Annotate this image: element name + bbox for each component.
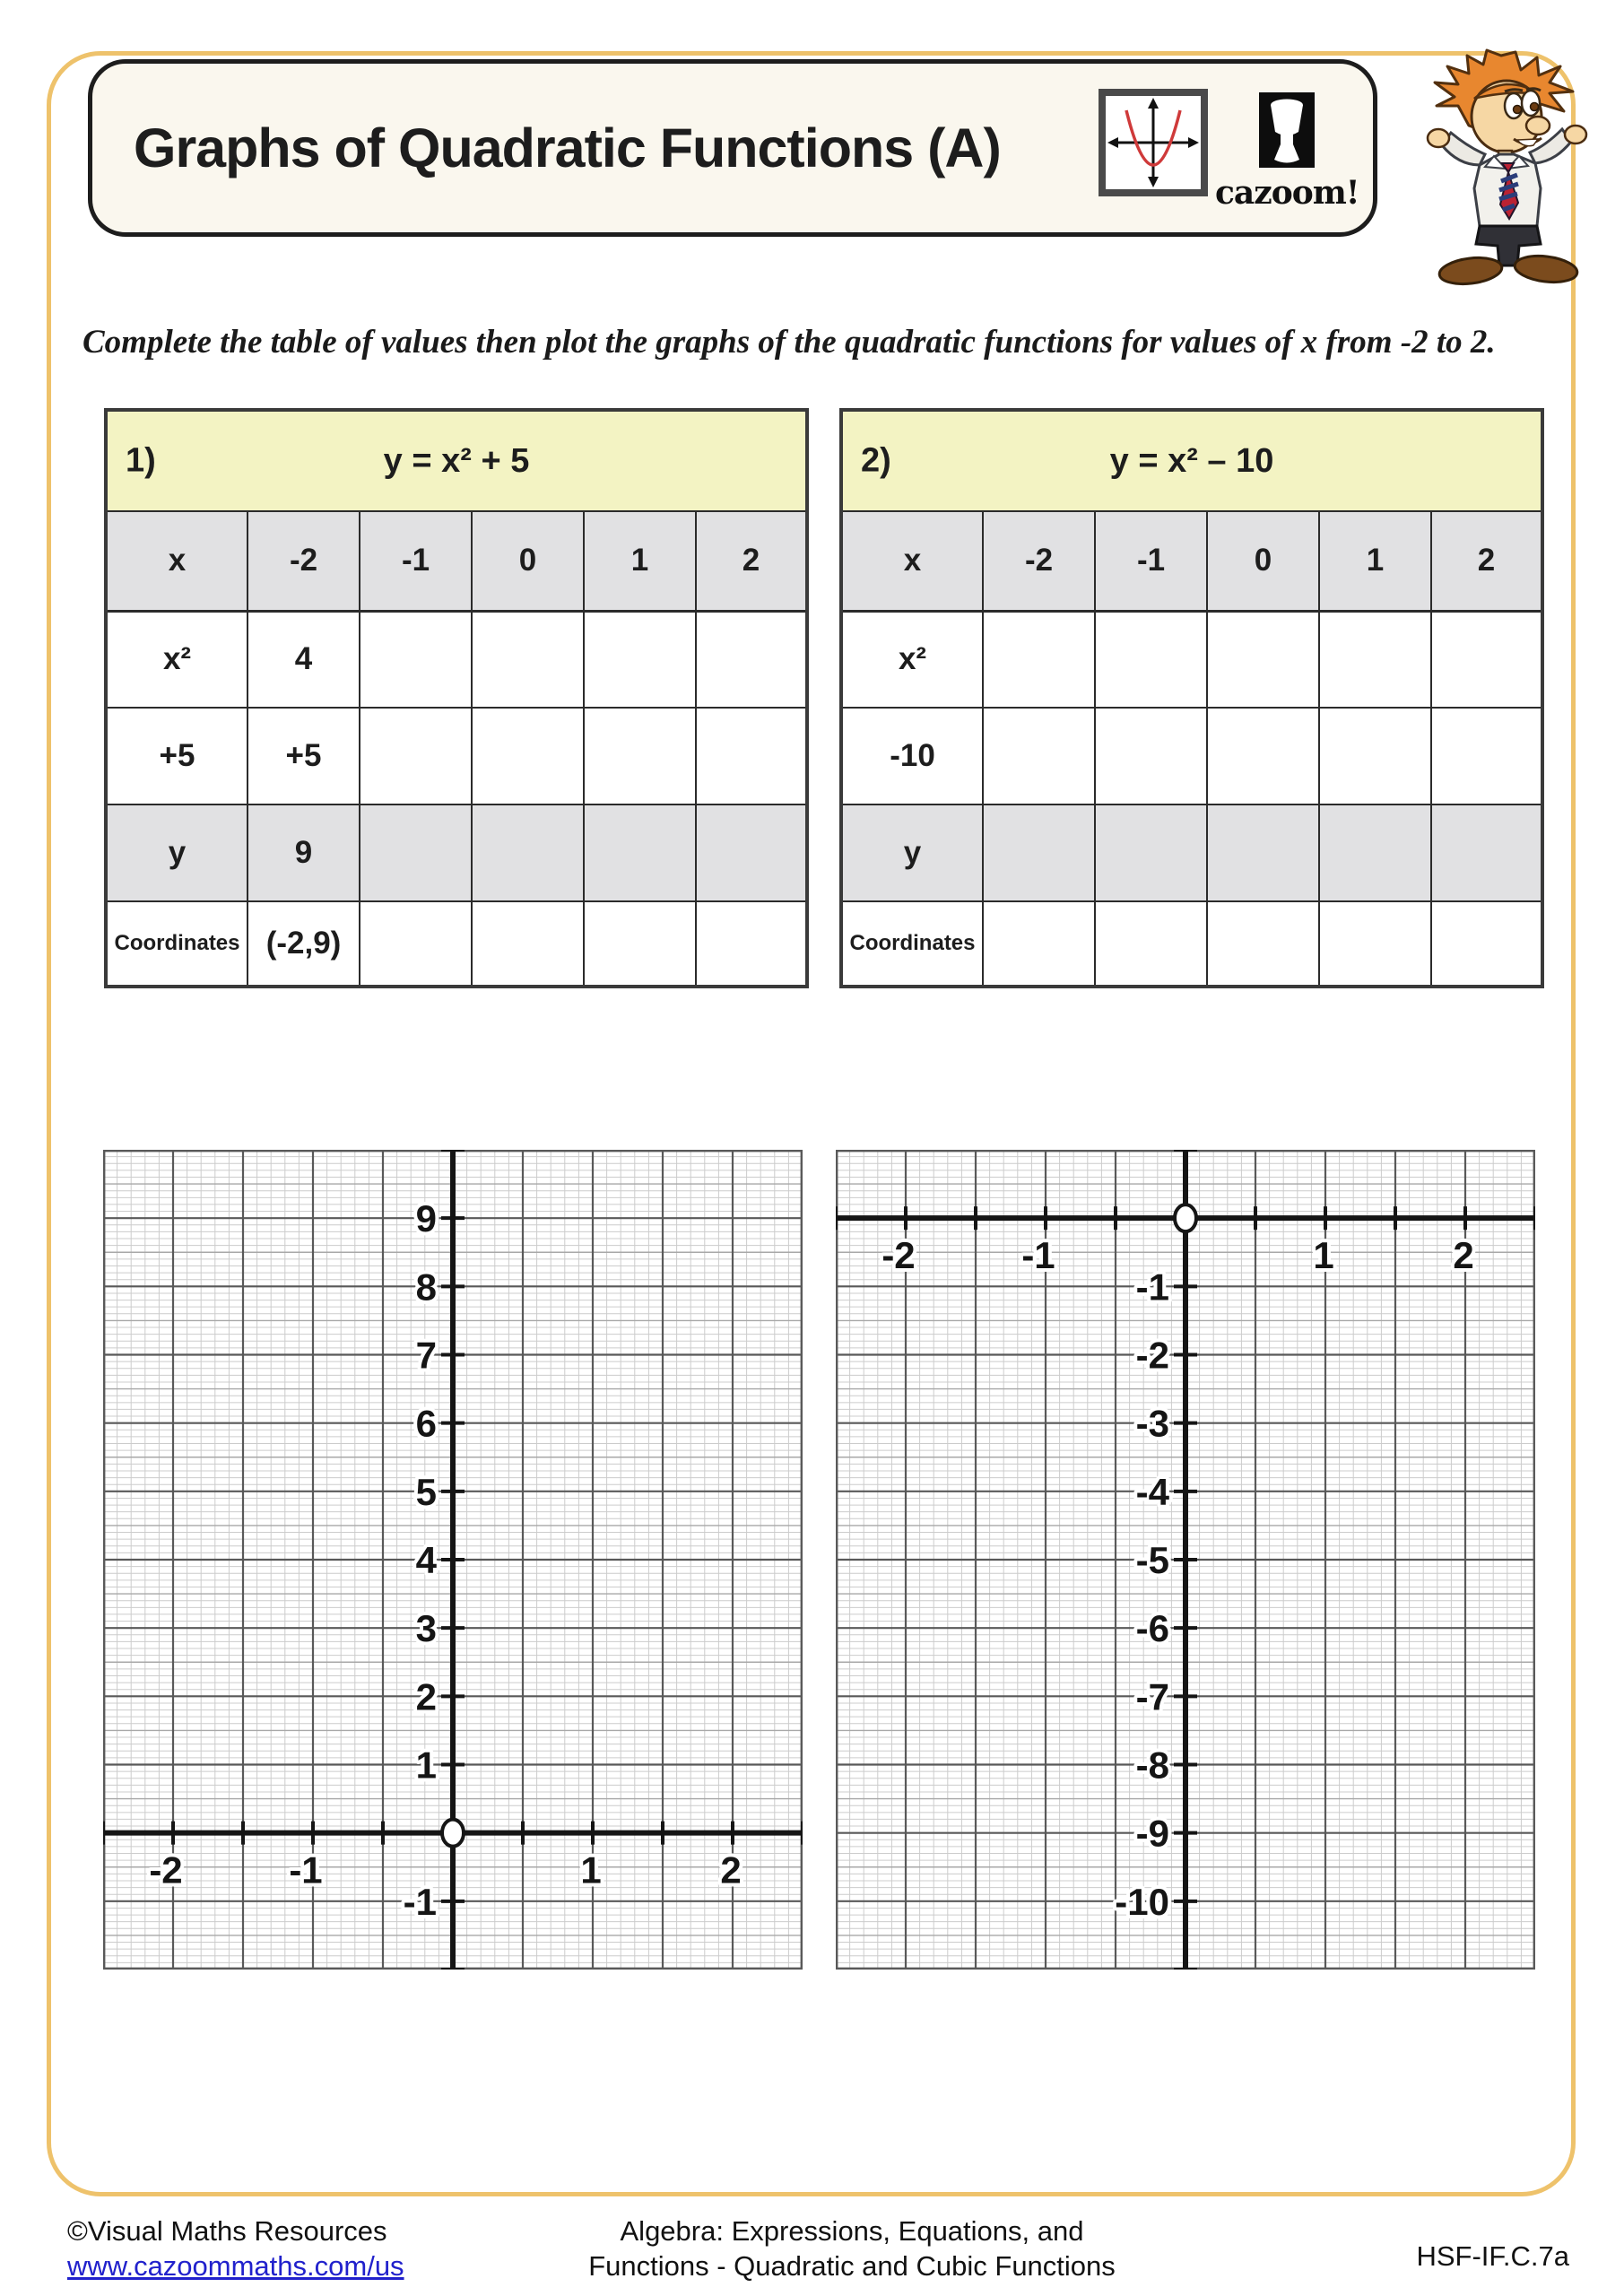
table-1-cell-r2-c3[interactable] xyxy=(584,708,696,804)
graph-2-y-label--2: -2 xyxy=(1135,1334,1169,1377)
graph-2-y-label--4: -4 xyxy=(1135,1470,1169,1513)
table-1-row-label-3: y xyxy=(106,804,248,901)
table-1-cell-r1-c3[interactable] xyxy=(584,611,696,708)
graph-2-x-label-2: 2 xyxy=(1453,1234,1474,1277)
worksheet-header xyxy=(88,59,1377,237)
graph-1-y-label-1: 1 xyxy=(415,1744,437,1787)
graph-1-svg xyxy=(103,1150,803,1970)
footer-left xyxy=(67,2213,404,2283)
table-1-cell-r4-c1[interactable] xyxy=(360,901,472,987)
instruction-text: Complete the table of values then plot the graphs of the quadratic functions for values of x from -2 to 2. xyxy=(83,324,1496,361)
table-1-cell-r3-c1[interactable] xyxy=(360,804,472,901)
graph-2-y-label--6: -6 xyxy=(1135,1607,1169,1650)
table-2-cell-r4-c3[interactable] xyxy=(1319,901,1431,987)
table-2-row-label-4: Coordinates xyxy=(841,901,983,987)
cazoom-logo xyxy=(1215,92,1359,212)
table-1-cell-r0-c3: 1 xyxy=(584,511,696,611)
graph-2-x-label-1: 1 xyxy=(1313,1234,1334,1277)
cazoommaths-link[interactable]: www.cazoommaths.com/us xyxy=(67,2250,404,2282)
cazoom-logo-text: cazoom! xyxy=(1215,174,1359,212)
table-2-row-label-2: -10 xyxy=(841,708,983,804)
graph-1-y-label-2: 2 xyxy=(415,1675,437,1718)
table-1-cell-r1-c4[interactable] xyxy=(696,611,807,708)
graph-1-y-label-6: 6 xyxy=(415,1402,437,1445)
question-2-number: 2) xyxy=(861,441,891,480)
table-2-header xyxy=(841,410,1542,511)
graph-2-y-label--10: -10 xyxy=(1115,1880,1169,1923)
graph-1-y-label--1: -1 xyxy=(403,1880,437,1923)
question-1-equation: y = x² + 5 xyxy=(383,441,530,480)
values-table-1 xyxy=(104,408,809,988)
page-title: Graphs of Quadratic Functions (A) xyxy=(134,117,1001,178)
table-1-cell-r1-c2[interactable] xyxy=(472,611,584,708)
table-2-cell-r3-c2[interactable] xyxy=(1207,804,1319,901)
table-1-cell-r3-c4[interactable] xyxy=(696,804,807,901)
question-2-equation: y = x² – 10 xyxy=(1109,441,1274,480)
table-1-cell-r2-c1[interactable] xyxy=(360,708,472,804)
table-1-cell-r0-c2: 0 xyxy=(472,511,584,611)
table-1-cell-r3-c3[interactable] xyxy=(584,804,696,901)
table-1-cell-r1-c1[interactable] xyxy=(360,611,472,708)
table-1-cell-r0-c0: -2 xyxy=(248,511,360,611)
table-2-cell-r4-c1[interactable] xyxy=(1095,901,1207,987)
table-2-cell-r1-c4[interactable] xyxy=(1431,611,1542,708)
graph-2-x-label--2: -2 xyxy=(881,1234,916,1277)
graph-1-y-label-3: 3 xyxy=(415,1607,437,1650)
graph-1-y-label-8: 8 xyxy=(415,1265,437,1309)
table-2-row-label-3: y xyxy=(841,804,983,901)
table-2-cell-r3-c0[interactable] xyxy=(983,804,1095,901)
table-1-row-label-4: Coordinates xyxy=(106,901,248,987)
parabola-graph-icon xyxy=(1099,89,1208,196)
table-1-cell-r0-c4: 2 xyxy=(696,511,807,611)
question-1-number: 1) xyxy=(126,441,156,480)
graph-2-y-label--1: -1 xyxy=(1135,1265,1169,1309)
table-2-cell-r1-c3[interactable] xyxy=(1319,611,1431,708)
graph-1-x-label-2: 2 xyxy=(720,1848,742,1892)
table-1-row-label-0: x xyxy=(106,511,248,611)
graph-1-y-label-7: 7 xyxy=(415,1334,437,1377)
table-2-row-label-1: x² xyxy=(841,611,983,708)
table-1-cell-r4-c2[interactable] xyxy=(472,901,584,987)
topic-line-1: Algebra: Expressions, Equations, and xyxy=(620,2215,1084,2247)
table-2-cell-r2-c4[interactable] xyxy=(1431,708,1542,804)
table-1-cell-r2-c2[interactable] xyxy=(472,708,584,804)
table-1-cell-r3-c2[interactable] xyxy=(472,804,584,901)
table-1-header xyxy=(106,410,807,511)
table-2-cell-r1-c2[interactable] xyxy=(1207,611,1319,708)
table-2-cell-r0-c1: -1 xyxy=(1095,511,1207,611)
table-1-cell-r4-c4[interactable] xyxy=(696,901,807,987)
table-2-cell-r3-c3[interactable] xyxy=(1319,804,1431,901)
table-1-row-label-1: x² xyxy=(106,611,248,708)
table-1-cell-r2-c4[interactable] xyxy=(696,708,807,804)
table-1-cell-r4-c3[interactable] xyxy=(584,901,696,987)
graph-2-svg xyxy=(836,1150,1535,1970)
table-1-cell-r3-c0: 9 xyxy=(248,804,360,901)
table-2-row-label-0: x xyxy=(841,511,983,611)
graph-2-y-label--3: -3 xyxy=(1135,1402,1169,1445)
table-1-cell-r4-c0: (-2,9) xyxy=(248,901,360,987)
table-2-cell-r3-c1[interactable] xyxy=(1095,804,1207,901)
graph-grid-2 xyxy=(836,1150,1535,1970)
table-2-cell-r0-c0: -2 xyxy=(983,511,1095,611)
table-1-cell-r2-c0: +5 xyxy=(248,708,360,804)
standard-code: HSF-IF.C.7a xyxy=(1416,2240,1569,2272)
table-1-cell-r1-c0: 4 xyxy=(248,611,360,708)
table-2-cell-r2-c1[interactable] xyxy=(1095,708,1207,804)
graph-1-y-label-9: 9 xyxy=(415,1197,437,1240)
table-2-cell-r4-c2[interactable] xyxy=(1207,901,1319,987)
graph-1-x-label--2: -2 xyxy=(149,1848,183,1892)
table-2-cell-r0-c2: 0 xyxy=(1207,511,1319,611)
table-1-cell-r0-c1: -1 xyxy=(360,511,472,611)
table-2-cell-r0-c4: 2 xyxy=(1431,511,1542,611)
table-2-cell-r0-c3: 1 xyxy=(1319,511,1431,611)
copyright-text: ©Visual Maths Resources xyxy=(67,2215,387,2247)
table-1-row-label-2: +5 xyxy=(106,708,248,804)
graph-1-y-label-4: 4 xyxy=(415,1539,437,1581)
origin-marker xyxy=(1175,1205,1196,1231)
table-2-cell-r4-c4[interactable] xyxy=(1431,901,1542,987)
graph-1-y-label-5: 5 xyxy=(415,1470,437,1513)
table-2-cell-r1-c1[interactable] xyxy=(1095,611,1207,708)
cazoom-drum-icon xyxy=(1259,92,1315,168)
table-2-cell-r4-c0[interactable] xyxy=(983,901,1095,987)
footer-topic xyxy=(529,2213,1175,2283)
table-2-cell-r2-c3[interactable] xyxy=(1319,708,1431,804)
table-2-cell-r2-c2[interactable] xyxy=(1207,708,1319,804)
graph-1-x-label-1: 1 xyxy=(580,1848,602,1892)
cazoom-mascot-character xyxy=(1415,47,1599,291)
graph-2-y-label--8: -8 xyxy=(1135,1744,1169,1787)
graph-grid-1 xyxy=(103,1150,803,1970)
origin-marker xyxy=(442,1820,464,1847)
graph-1-x-label--1: -1 xyxy=(289,1848,323,1892)
graph-2-y-label--5: -5 xyxy=(1135,1539,1169,1581)
graph-2-x-label--1: -1 xyxy=(1021,1234,1055,1277)
topic-line-2: Functions - Quadratic and Cubic Functions xyxy=(588,2250,1116,2282)
table-2-cell-r1-c0[interactable] xyxy=(983,611,1095,708)
table-2-cell-r3-c4[interactable] xyxy=(1431,804,1542,901)
values-table-2 xyxy=(839,408,1544,988)
graph-2-y-label--7: -7 xyxy=(1135,1675,1169,1718)
table-2-cell-r2-c0[interactable] xyxy=(983,708,1095,804)
graph-2-y-label--9: -9 xyxy=(1135,1812,1169,1855)
